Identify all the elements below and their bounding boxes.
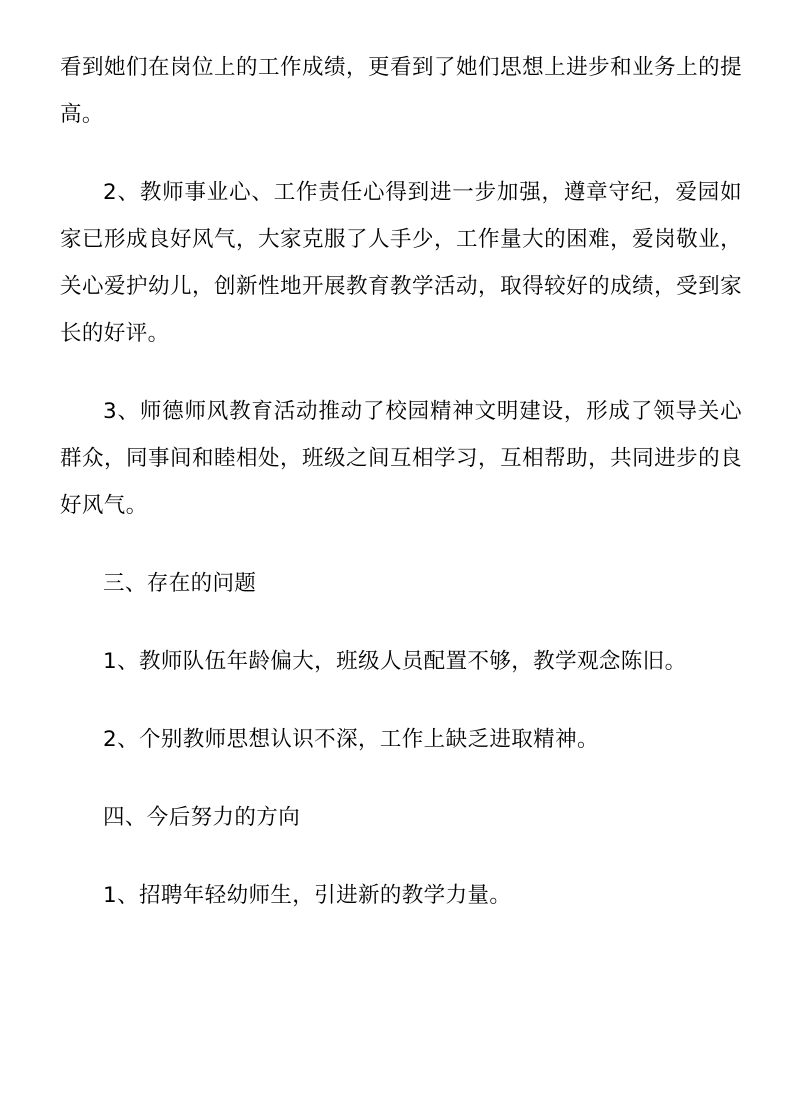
document-text-body: [60, 44, 742, 919]
paragraph-item-3: 3、师德师风教育活动推动了校园精神文明建设，形成了领导关心群众，同事间和睦相处，班级之间互相学习，互相帮助，共同进步的良好风气。: [60, 399, 742, 518]
paragraph-problem-1: 1、教师队伍年龄偏大，班级人员配置不够，教学观念陈旧。: [103, 649, 687, 674]
paragraph-problem-2: 2、个别教师思想认识不深，工作上缺乏进取精神。: [103, 727, 599, 752]
section-heading-three: 三、存在的问题: [103, 571, 257, 596]
section-heading-four: 四、今后努力的方向: [103, 805, 301, 830]
paragraph-direction-1: 1、招聘年轻幼师生，引进新的教学力量。: [103, 883, 512, 908]
paragraph-continuation: 看到她们在岗位上的工作成绩，更看到了她们思想上进步和业务上的提高。: [60, 55, 742, 127]
paragraph-item-2: 2、教师事业心、工作责任心得到进一步加强，遵章守纪，爱园如家已形成良好风气，大家克服了人手少，工作量大的困难，爱岗敬业，关心爱护幼儿，创新性地开展教育教学活动，取得较好的成绩，受到家长的好评。: [60, 180, 742, 346]
